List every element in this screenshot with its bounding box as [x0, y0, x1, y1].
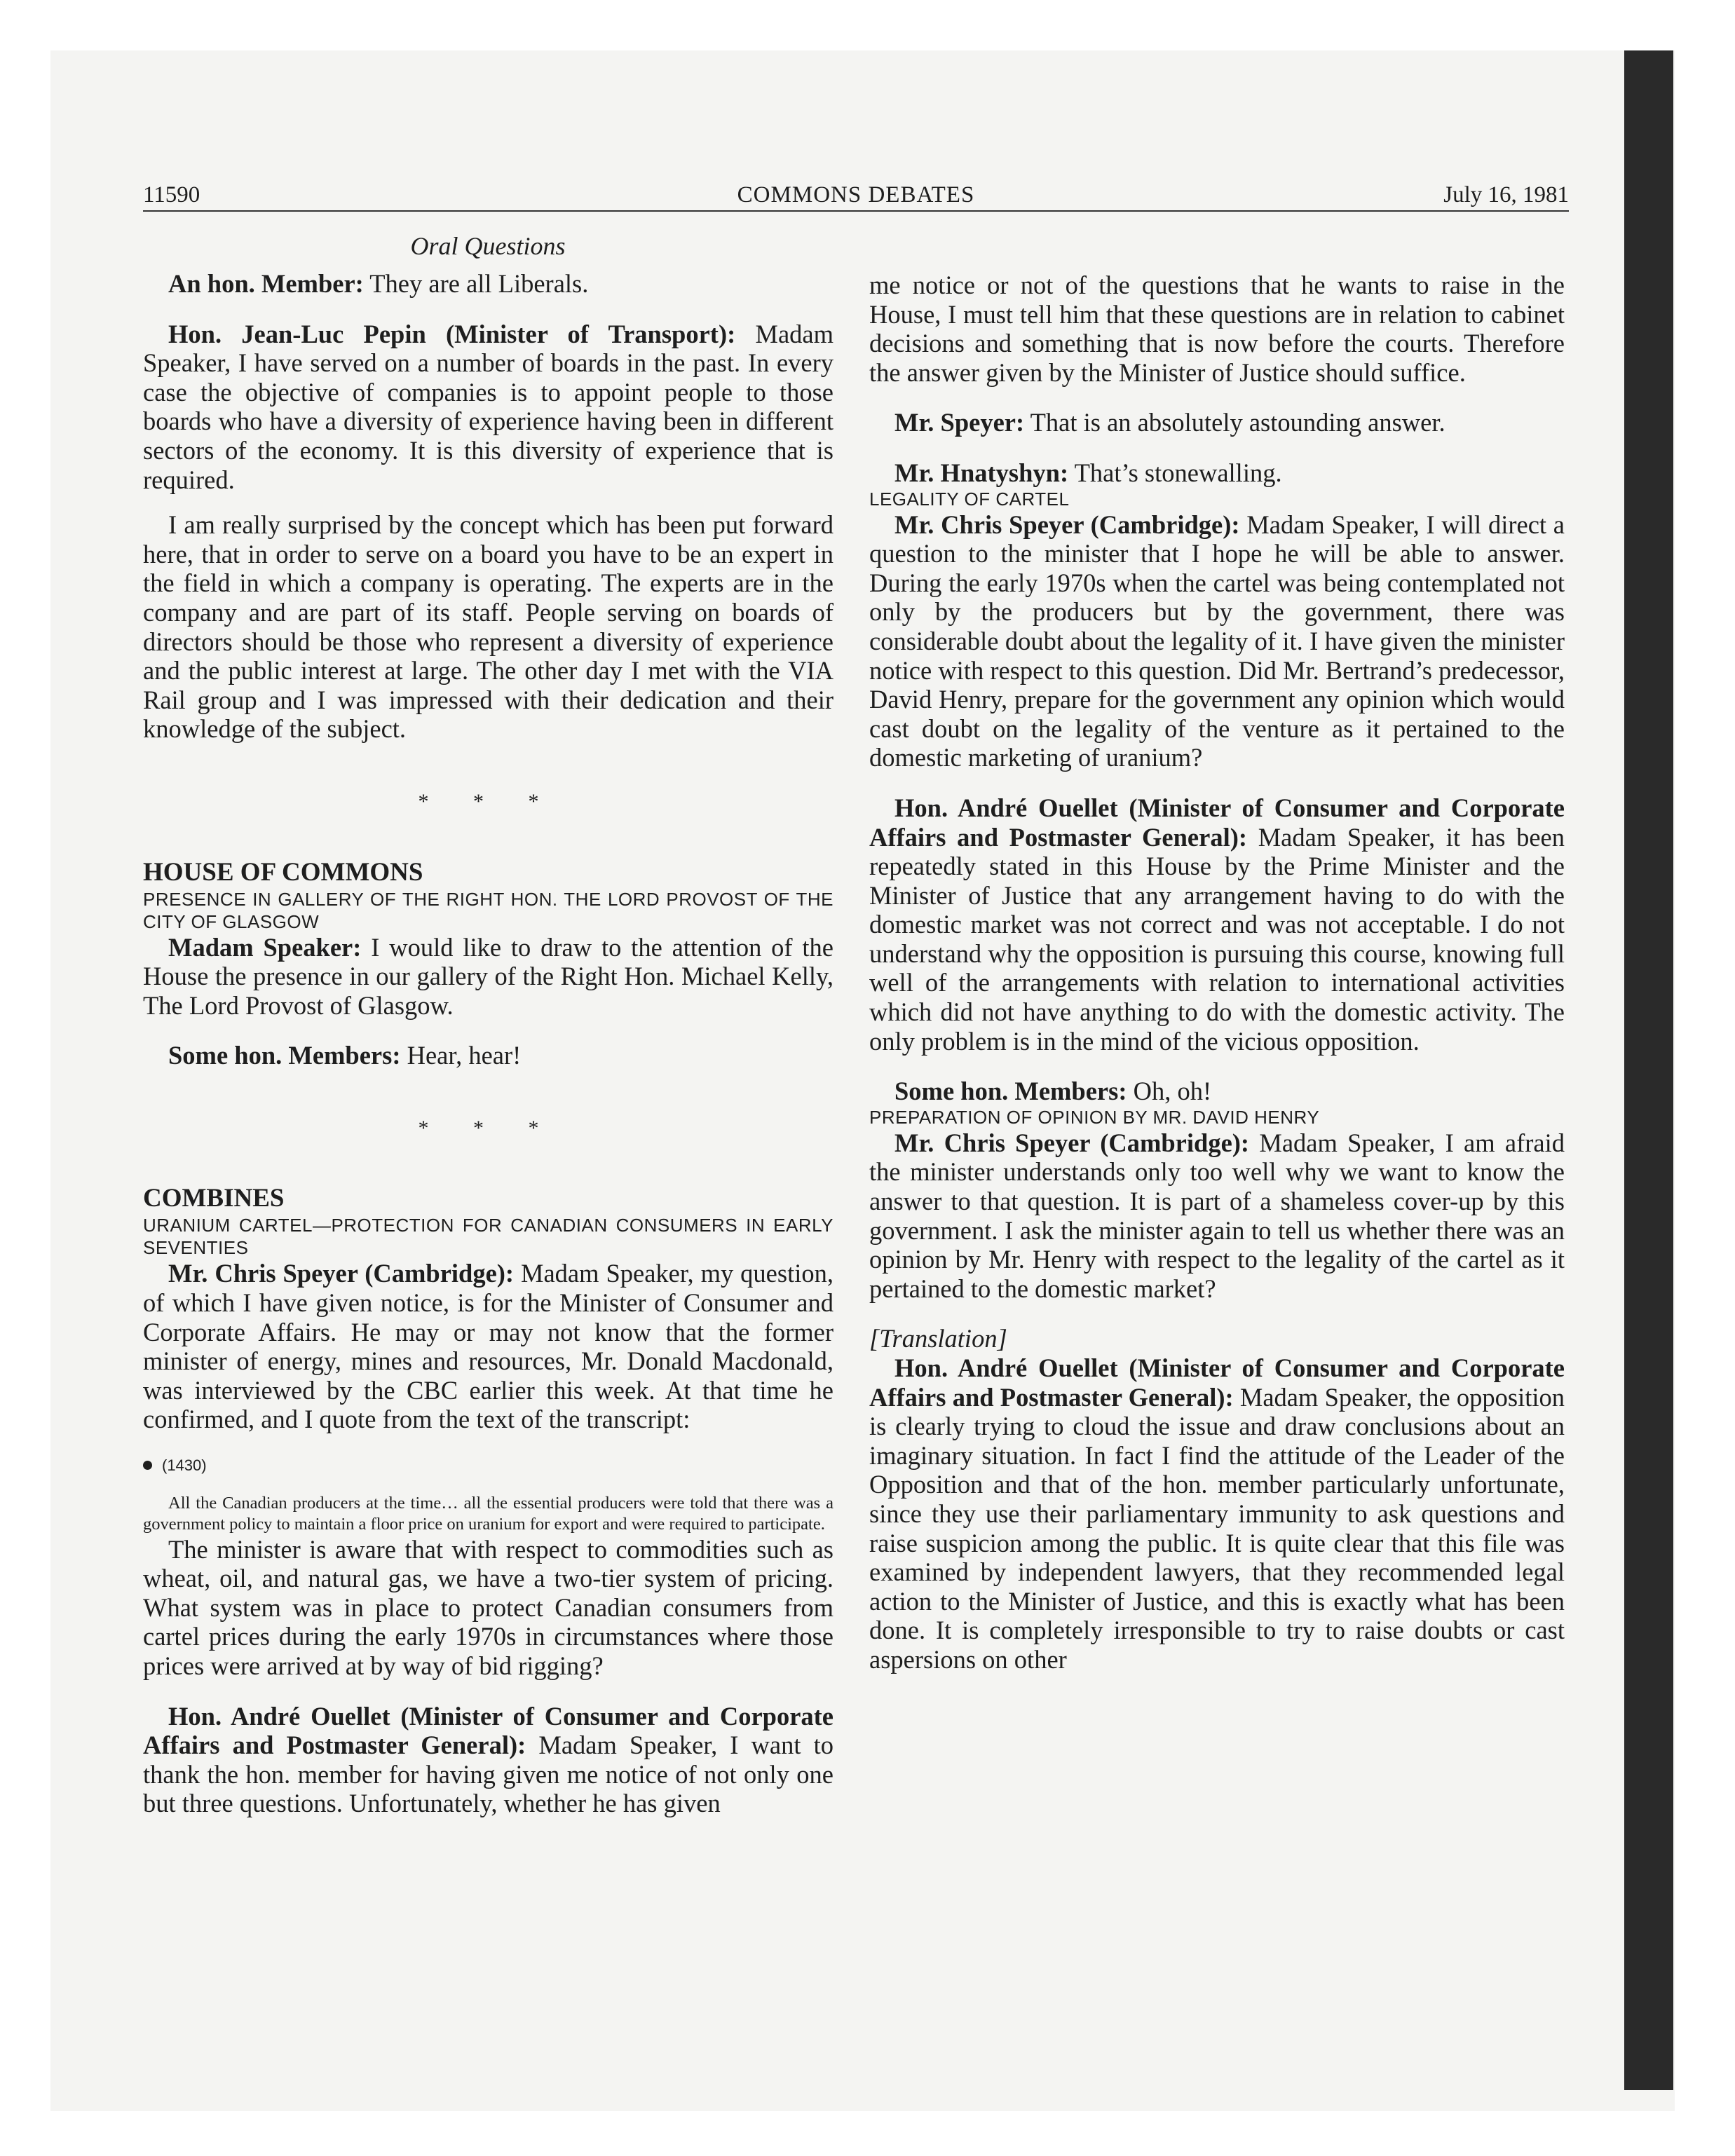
publication-date: July 16, 1981 [1443, 182, 1569, 207]
running-header [143, 181, 1569, 212]
speaker-name: Mr. Chris Speyer (Cambridge): [894, 510, 1240, 539]
speaker-name: Some hon. Members: [894, 1077, 1127, 1106]
speech-text: That is an absolutely astounding answer. [1024, 408, 1445, 437]
heading-house-of-commons: HOUSE OF COMMONS [143, 857, 423, 887]
speaker-name: Hon. André Ouellet (Minister of Consumer and Corporate Affairs and Postmaster General): [869, 1353, 1565, 1412]
speech-text: Madam Speaker, I am afraid the minister understands only too well why we want to know the answer to that question. It is part of a shameless cover-up by this government. I ask the minister again to tell us whether there was an opinion by Mr. Henry with respect to the legality of the cartel as it pertained to the domestic market? [869, 1128, 1565, 1303]
section-separator: * * * [418, 789, 559, 813]
speech-text: Madam Speaker, I have served on a number of boards in the past. In every case the objective of companies is to appoint people to those boards who have a diversity of experience having been in different sectors of the economy. It is this diversity of experience that is required. [143, 319, 834, 494]
paragraph: me notice or not of the questions that he wants to raise in the House, I must tell him that these questions are in relation to cabinet decisions and something that is now before the courts. Therefore the answer given by the Minister of Justice should suffice. [869, 271, 1565, 387]
speaker-name: Hon. André Ouellet (Minister of Consumer and Corporate Affairs and Postmaster General): [869, 793, 1565, 852]
subheading-uranium-cartel: URANIUM CARTEL—PROTECTION FOR CANADIAN CONSUMERS IN EARLY SEVENTIES [143, 1215, 834, 1259]
speaker-name: An hon. Member: [168, 269, 364, 298]
speaker-name: Mr. Hnatyshyn: [894, 458, 1069, 487]
paragraph [869, 1128, 1565, 1304]
speech-text: Madam Speaker, it has been repeatedly stated in this House by the Prime Minister and the Minister of Justice that any arrangement having to do with the domestic market was not correct and was not acceptable. I do not understand why the opposition is pursuing this course, knowing full well of the arrangements with relation to international activities which did not have anything to do with the domestic activity. The only problem is in the mind of the vicious opposition. [869, 822, 1565, 1056]
speech-text: Oh, oh! [1127, 1077, 1212, 1106]
timecode-marker [143, 1451, 834, 1480]
paragraph: The minister is aware that with respect to commodities such as wheat, oil, and natural gas, we have a two-tier system of pricing. What system was in place to protect Canadian consumers from cartel prices during the early 1970s in circumstances where those prices were arrived at by way of bid rigging? [143, 1534, 834, 1680]
right-column [869, 271, 1565, 1674]
speech-text: Madam Speaker, I will direct a question to the minister that I hope he will be able to answer. During the early 1970s when the cartel was being contemplated not only by the producers but by the government, there was considerable doubt about the legality of it. I have given the minister notice with respect to this question. Did Mr. Bertrand’s predecessor, David Henry, prepare for the government any opinion which would cast doubt on the legality of the venture as it pertained to the domestic marketing of uranium? [869, 510, 1565, 772]
speaker-name: Hon. Jean-Luc Pepin (Minister of Transport): [168, 319, 736, 348]
speaker-name: Some hon. Members: [168, 1041, 401, 1070]
paragraph [869, 408, 1565, 437]
paragraph: I am really surprised by the concept which has been put forward here, that in order to serve on a board you have to be an expert in the field in which a company is operating. The experts are in the company and are part of its staff. People serving on boards of directors should be those who represent a diversity of experience and the public interest at large. The other day I met with the VIA Rail group and I was impressed with their dedication and their knowledge of the subject. [143, 510, 834, 744]
paragraph [143, 1041, 834, 1070]
speech-text: Madam Speaker, I want to thank the hon. member for having given me notice of not only one but three questions. Unfortunately, whether he has given [143, 1731, 834, 1818]
heading-combines: COMBINES [143, 1184, 285, 1213]
timecode-text: (1430) [162, 1456, 207, 1475]
subheading-presence-in-gallery: PRESENCE IN GALLERY OF THE RIGHT HON. THE LORD PROVOST OF THE CITY OF GLASGOW [143, 888, 834, 932]
speech-text: Madam Speaker, the opposition is clearly trying to cloud the issue and draw conclusions about an imaginary situation. In fact I find the attitude of the Leader of the Opposition and that of the hon. member particularly unfortunate, since they use their parliamentary immunity to ask questions and raise suspicion among the public. It is quite clear that this file was examined by independent lawyers, that they recommended legal action to the Minister of Justice, and this is exactly what has been done. It is completely irresponsible to try to raise doubts or cast aspersions on other [869, 1382, 1565, 1674]
paragraph [143, 1259, 834, 1434]
left-column [143, 269, 834, 1818]
paragraph [143, 933, 834, 1021]
speech-text: Madam Speaker, my question, of which I have given notice, is for the Minister of Consumer and Corporate Affairs. He may or may not know that the former minister of energy, mines and resources, Mr. Donald Macdonald, was interviewed by the CBC earlier this week. At that time he confirmed, and I quote from the text of the transcript: [143, 1259, 834, 1434]
paragraph [143, 269, 834, 299]
subheading-legality-of-cartel: LEGALITY OF CARTEL [869, 488, 1070, 510]
speech-text: I would like to draw to the attention of the House the presence in our gallery of the Right Hon. Michael Kelly, The Lord Provost of Glasgow. [143, 932, 834, 1020]
paragraph [869, 1353, 1565, 1674]
bullet-icon [143, 1461, 152, 1470]
speaker-name: Hon. André Ouellet (Minister of Consumer and Corporate Affairs and Postmaster General): [143, 1701, 834, 1760]
speech-text: They are all Liberals. [363, 269, 589, 298]
section-label: Oral Questions [410, 232, 566, 260]
paragraph [869, 458, 1565, 488]
paragraph [869, 793, 1565, 1056]
section-separator: * * * [418, 1116, 559, 1140]
speaker-name: Madam Speaker: [168, 932, 362, 962]
speaker-name: Mr. Chris Speyer (Cambridge): [168, 1259, 515, 1288]
speaker-name: Mr. Chris Speyer (Cambridge): [894, 1128, 1250, 1157]
speaker-name: Mr. Speyer: [894, 408, 1025, 437]
publication-title: COMMONS DEBATES [737, 182, 975, 207]
paragraph [143, 320, 834, 495]
page-number: 11590 [143, 182, 200, 207]
paragraph [869, 1077, 1565, 1106]
translation-marker: [Translation] [869, 1324, 1007, 1353]
subheading-preparation-of-opinion: PREPARATION OF OPINION BY MR. DAVID HENRY [869, 1106, 1320, 1128]
speech-text: That’s stonewalling. [1068, 458, 1282, 487]
block-quote: All the Canadian producers at the time… all the essential producers were told that there was a government policy to maintain a floor price on uranium for export and were required to participate. [143, 1493, 834, 1534]
paragraph [143, 1702, 834, 1818]
speech-text: Hear, hear! [400, 1041, 522, 1070]
paragraph [869, 510, 1565, 772]
